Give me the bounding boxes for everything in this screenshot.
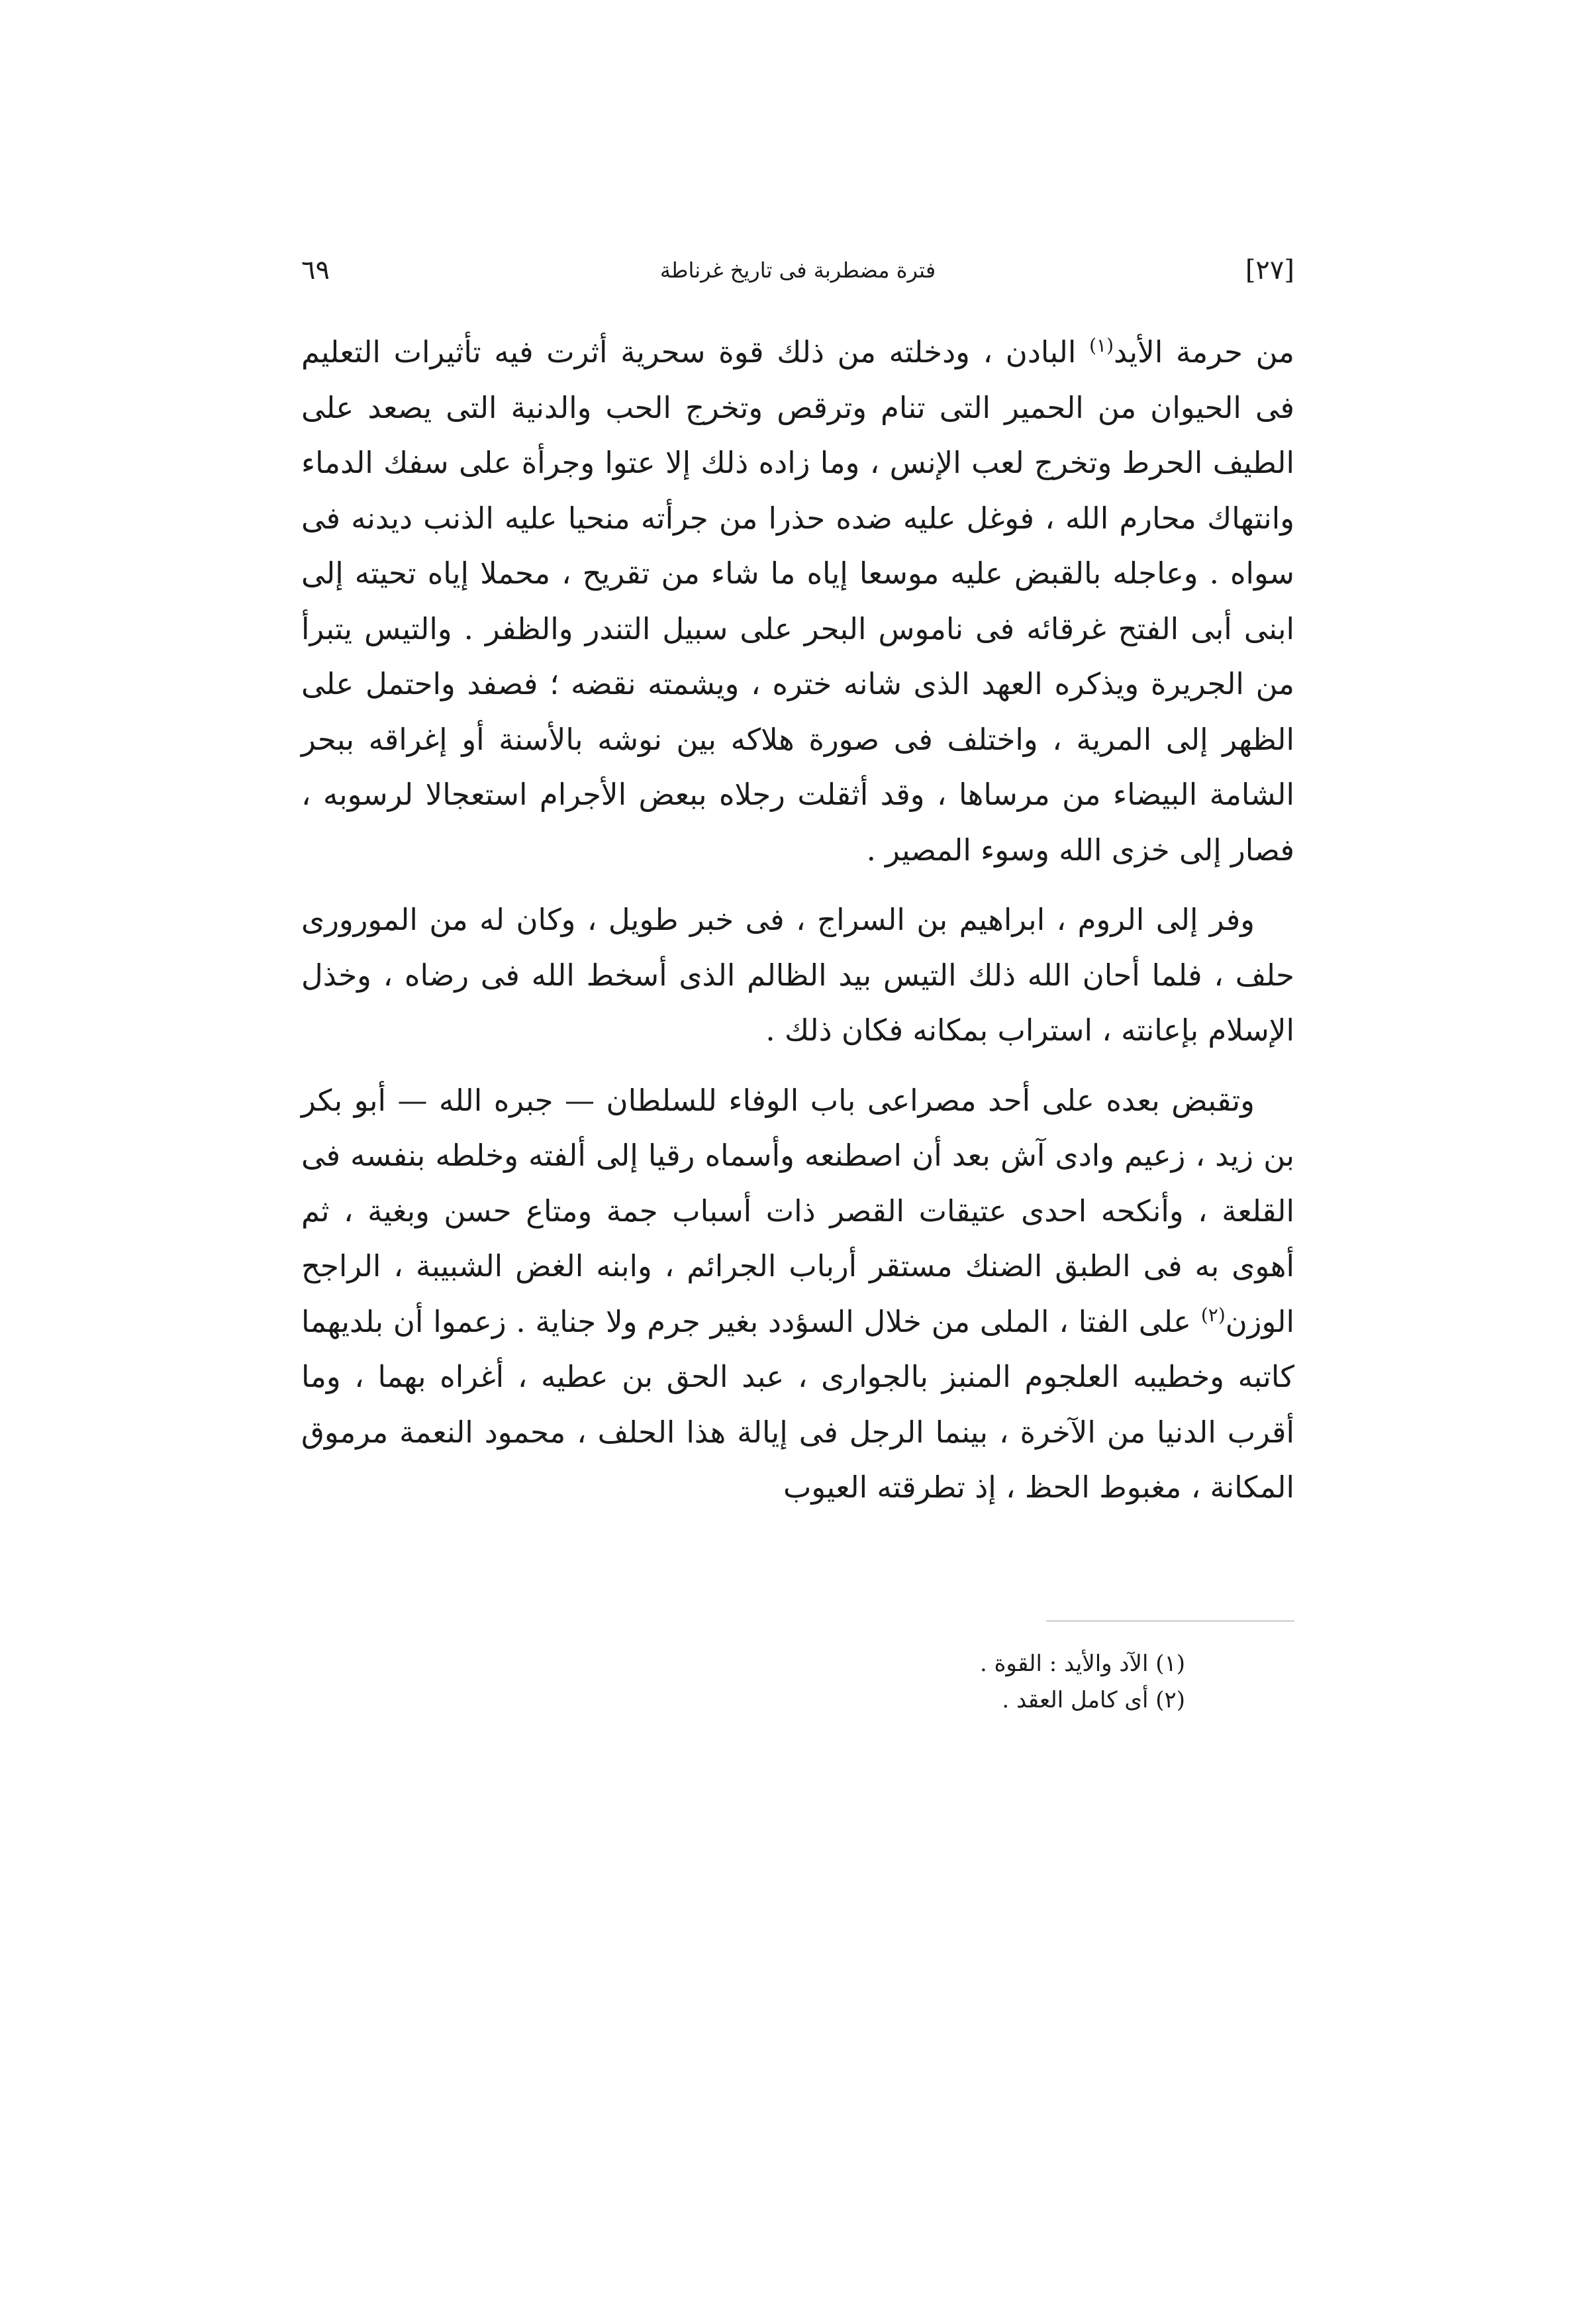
section-number: [٢٧] [1245, 255, 1294, 285]
paragraph-3 [301, 1073, 1294, 1515]
paragraph-1 [301, 325, 1294, 878]
footnote-ref-1: (١) [1089, 334, 1114, 356]
footnote-2: (٢) أى كامل العقد . [1002, 1687, 1185, 1713]
paragraph-2: وفر إلى الروم ، ابراهيم بن السراج ، فى خبر طويل ، وكان له من المورورى حلف ، فلما أحان الله ذلك التيس بيد الظالم الذى أسخط الله فى رضاه ، وخذل الإسلام بإعانته ، استراب بمكانه فكان ذلك . [301, 902, 1294, 1048]
paragraph-3-start: وتقبض بعده على أحد مصراعى باب الوفاء للسلطان — جبره الله — أبو بكر بن زيد ، زعيم وادى آش بعد أن اصطنعه وأسماه رقيا إلى ألفته وخلطه بنفسه فى القلعة ، وأنكحه احدى عتيقات القصر ذات أسباب جمة ومتاع حسن وبغية ، ثم أهوى به فى الطبق الضنك مستقر أرباب الجرائم ، وابنه الغض الشبيبة ، الراجح الوزن [301, 1082, 1294, 1339]
page-header [301, 255, 1294, 295]
running-title: فترة مضطربة فى تاريخ غرناطة [659, 258, 936, 283]
footnote-1: (١) الآد والأيد : القوة . [979, 1650, 1185, 1677]
paragraph-1-start: من حرمة الأيد [1114, 334, 1294, 370]
paragraph-3-rest: على الفتا ، الملى من خلال السؤدد بغير جرم ولا جناية . زعموا أن بلديهما كاتبه وخطيبه العلجوم المنبز بالجوارى ، عبد الحق بن عطيه ، أغراه بهما ، وما أقرب الدنيا من الآخرة ، بينما الرجل فى إيالة هذا الحلف ، محمود النعمة مرموق المكانة ، مغبوط الحظ ، إذ تطرقته العيوب [301, 1303, 1294, 1505]
footnotes [301, 1646, 1294, 1719]
page-number: ٦٩ [301, 255, 330, 285]
body-text [301, 325, 1294, 1515]
footnote-ref-2: (٢) [1200, 1303, 1226, 1326]
paragraph-1-rest: البادن ، ودخلته من ذلك قوة سحرية أثرت فيه تأثيرات التعليم فى الحيوان من الحمير التى تنام وترقص وتخرج الحب والدنية التى يصعد على الطيف الحرط وتخرج لعب الإنس ، وما زاده ذلك إلا عتوا وجرأة على سفك الدماء وانتهاك محارم الله ، فوغل عليه ضده حذرا من جرأته منحيا عليه الذنب ديدنه فى سواه . وعاجله بالقبض عليه موسعا إياه ما شاء من تقريح ، محملا إياه تحيته إلى ابنى أبى الفتح غرقائه فى ناموس البحر على سبيل التندر والظفر . والتيس يتبرأ من الجريرة ويذكره العهد الذى شانه ختره ، ويشمته نقضه ؛ فصفد واحتمل على الظهر إلى المرية ، واختلف فى صورة هلاكه بين نوشه بالأسنة أو إغراقه ببحر الشامة البيضاء من مرساها ، وقد أثقلت رجلاه ببعض الأجرام استعجالا لرسوبه ، فصار إلى خزى الله وسوء المصير . [301, 334, 1294, 868]
